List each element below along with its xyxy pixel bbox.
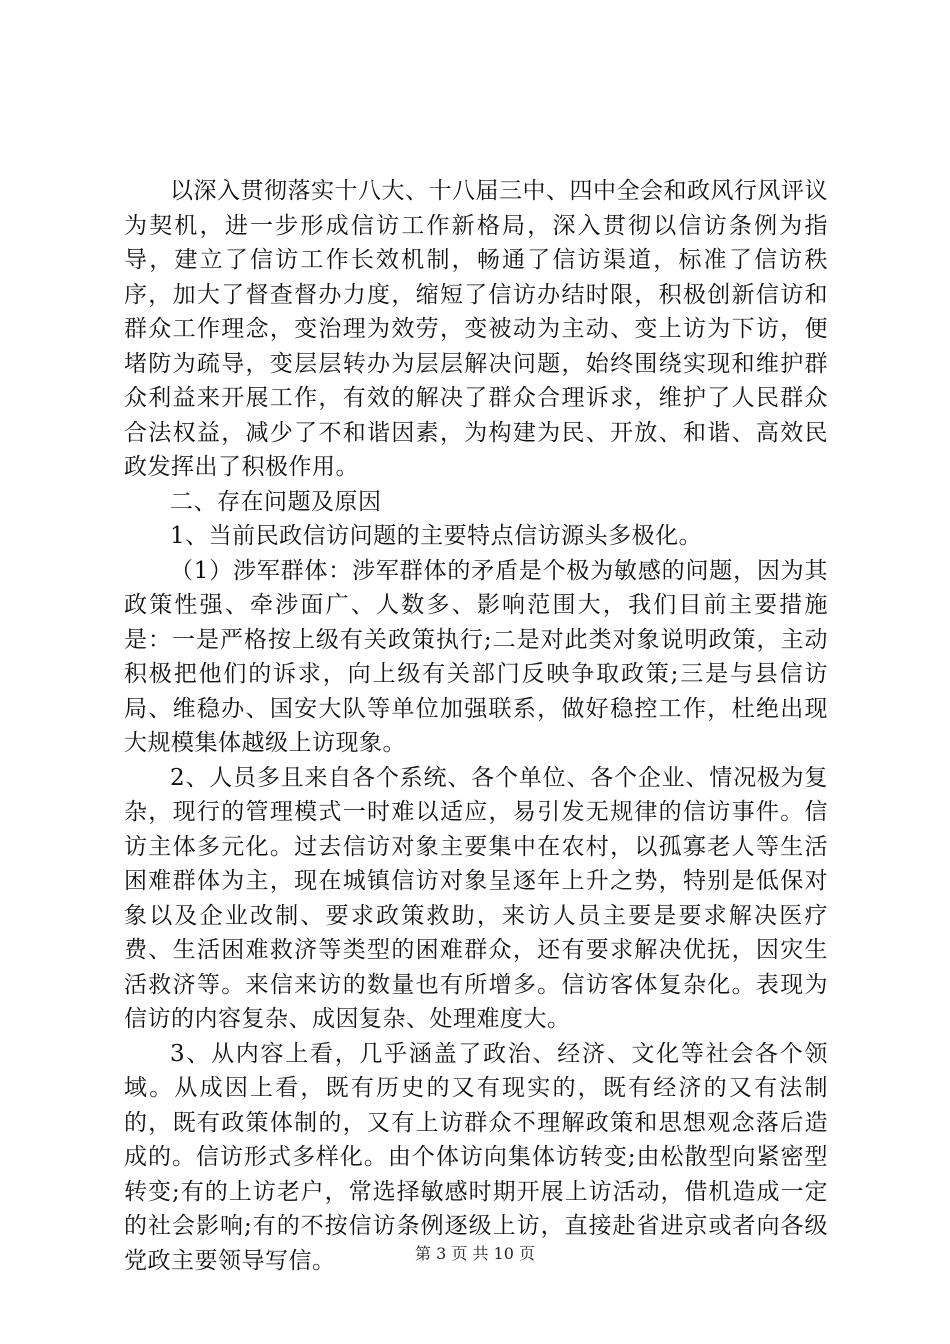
section-heading-problems: 二、存在问题及原因: [170, 488, 382, 515]
page-number-footer: 第 3 页 共 10 页: [415, 1244, 535, 1263]
paragraph-point-1: 1、当前民政信访问题的主要特点信访源头多极化。: [170, 523, 703, 549]
paragraph-point-3: 3、从内容上看，几乎涵盖了政治、经济、文化等社会各个领域。从成因上看，既有历史的又有现实的，既有经济的又有法制的，既有政策体制的，又有上访群众不理解政策和思想观念落后造成的。信访形式多样化。由个体访向集体访转变;由松散型向紧密型转变;有的上访老户，常选择敏感时期开展上访活动，借机造成一定的社会影响;有的不按信访条例逐级上访，直接赴省进京或者向各级党政主要领导写信。: [124, 1040, 828, 1274]
paragraph-intro: 以深入贯彻落实十八大、十八届三中、四中全会和政风行风评议为契机，进一步形成信访工作新格局，深入贯彻以信访条例为指导，建立了信访工作长效机制，畅通了信访渠道，标准了信访秩序，加大了督查督办力度，缩短了信访办结时限，积极创新信访和群众工作理念，变治理为效劳，变被动为主动、变上访为下访，便堵防为疏导，变层层转办为层层解决问题，始终围绕实现和维护群众利益来开展工作，有效的解决了群众合理诉求，维护了人民群众合法权益，减少了不和谐因素，为构建为民、开放、和谐、高效民政发挥出了积极作用。: [124, 178, 828, 480]
paragraph-military-group: （1）涉军群体：涉军群体的矛盾是个极为敏感的问题，因为其政策性强、牵涉面广、人数多、影响范围大，我们目前主要措施是：一是严格按上级有关政策执行;二是对此类对象说明政策，主动积极把他们的诉求，向上级有关部门反映争取政策;三是与县信访局、维稳办、国安大队等单位加强联系，做好稳控工作，杜绝出现大规模集体越级上访现象。: [124, 557, 828, 756]
document-body: [124, 174, 828, 1278]
paragraph-point-2: 2、人员多且来自各个系统、各个单位、各个企业、情况极为复杂，现行的管理模式一时难以适应，易引发无规律的信访事件。信访主体多元化。过去信访对象主要集中在农村，以孤寡老人等生活困难群体为主，现在城镇信访对象呈逐年上升之势，特别是低保对象以及企业改制、要求政策救助，来访人员主要是要求解决医疗费、生活困难救济等类型的困难群众，还有要求解决优抚，因灾生活救济等。来信来访的数量也有所增多。信访客体复杂化。表现为信访的内容复杂、成因复杂、处理难度大。: [124, 764, 828, 1032]
